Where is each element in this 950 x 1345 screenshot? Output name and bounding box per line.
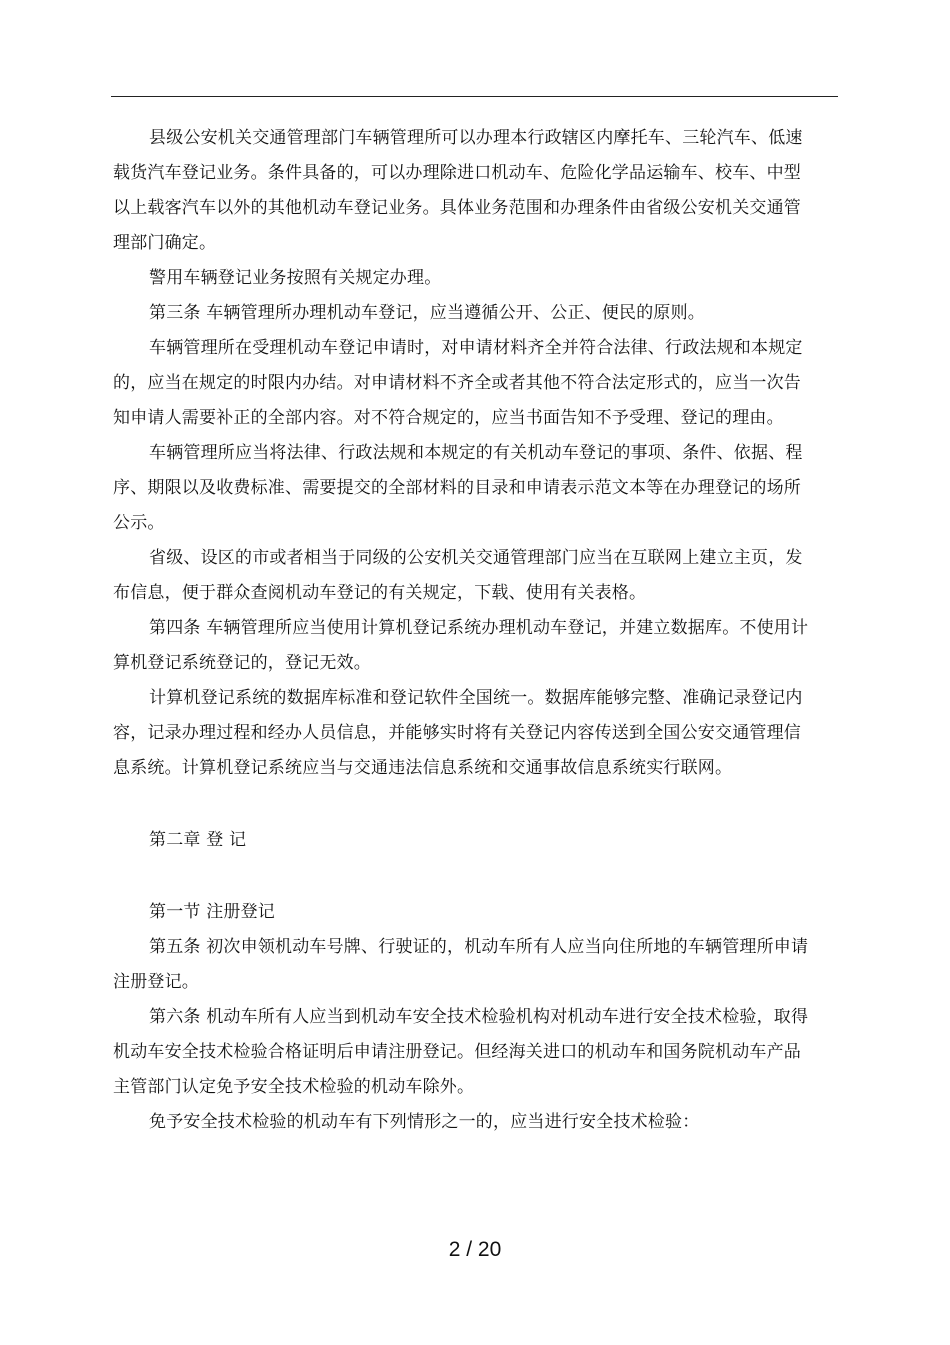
paragraph: 车辆管理所应当将法律、行政法规和本规定的有关机动车登记的事项、条件、依据、程序、期限以及收费标准、需要提交的全部材料的目录和申请表示范文本等在办理登记的场所公示。 [113,443,803,533]
article-6: 第六条 机动车所有人应当到机动车安全技术检验机构对机动车进行安全技术检验，取得机动车安全技术检验合格证明后申请注册登记。但经海关进口的机动车和国务院机动车产品主管部门认定免予安全技术检验的机动车除外。 [113,1007,809,1097]
paragraph: 车辆管理所在受理机动车登记申请时，对申请材料齐全并符合法律、行政法规和本规定的，应当在规定的时限内办结。对申请材料不齐全或者其他不符合法定形式的，应当一次告知申请人需要补正的全部内容。对不符合规定的，应当书面告知不予受理、登记的理由。 [113,338,803,428]
document-body [113,121,813,1140]
page-number: 2 / 20 [448,1238,502,1261]
paragraph: 警用车辆登记业务按照有关规定办理。 [149,268,442,288]
section-heading: 第一节 注册登记 [149,902,276,922]
header-rule [111,96,838,97]
paragraph: 省级、设区的市或者相当于同级的公安机关交通管理部门应当在互联网上建立主页，发布信息，便于群众查阅机动车登记的有关规定，下载、使用有关表格。 [113,548,803,603]
paragraph: 计算机登记系统的数据库标准和登记软件全国统一。数据库能够完整、准确记录登记内容，记录办理过程和经办人员信息，并能够实时将有关登记内容传送到全国公安交通管理信息系统。计算机登记系统应当与交通违法信息系统和交通事故信息系统实行联网。 [113,688,803,778]
paragraph: 县级公安机关交通管理部门车辆管理所可以办理本行政辖区内摩托车、三轮汽车、低速载货汽车登记业务。条件具备的，可以办理除进口机动车、危险化学品运输车、校车、中型以上载客汽车以外的其他机动车登记业务。具体业务范围和办理条件由省级公安机关交通管理部门确定。 [113,128,803,253]
article-5: 第五条 初次申领机动车号牌、行驶证的，机动车所有人应当向住所地的车辆管理所申请注册登记。 [113,937,809,992]
chapter-heading: 第二章 登 记 [149,830,247,850]
paragraph: 免予安全技术检验的机动车有下列情形之一的，应当进行安全技术检验： [149,1112,700,1132]
article-3: 第三条 车辆管理所办理机动车登记，应当遵循公开、公正、便民的原则。 [149,303,706,323]
article-4: 第四条 车辆管理所应当使用计算机登记系统办理机动车登记，并建立数据库。不使用计算机登记系统登记的，登记无效。 [113,618,809,673]
